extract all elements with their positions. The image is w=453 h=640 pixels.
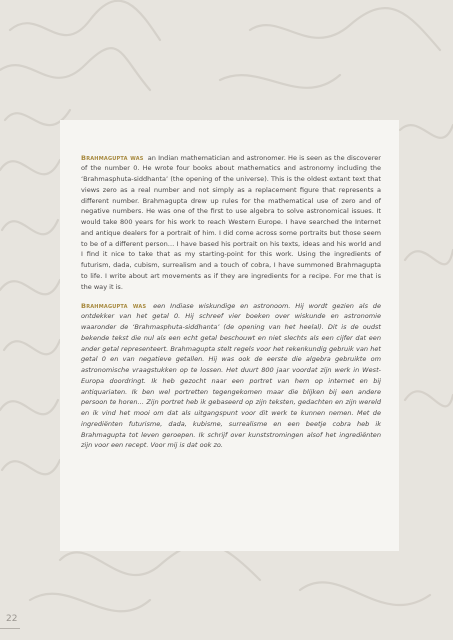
- dutch-lead: Brahmagupta was: [81, 301, 147, 310]
- page-number-rule: [0, 628, 20, 629]
- english-paragraph: [81, 153, 381, 293]
- english-body: an Indian mathematician and astronomer. He is seen as the discoverer of the number 0. He wrote four books about mathematics and astronomy including the ‘Brahmasphuta-siddhanta’ (the opening of the universe). This is the oldest extant text that views zero as a real number and not simply as a replacement figure that represents a different number. Brahmagupta drew up rules for the mathematical use of zero and of negative numbers. He was one of the first to use algebra to solve astronomical issues. It would take 800 years for his work to reach Western Europe. I have searched the Internet and antique dealers for a portrait of him. I did come across some portraits but those seem to be of a different person… I have based his portrait on his texts, ideas and his world and I find it nice to take that as my starting-point for this work. Using the ingredients of futurism, dada, cubism, surrealism and a touch of cobra, I have summoned Brahmagupta to life. I write about art movements as if they are ingredients for a recipe. For me that is the way it is.: [81, 153, 381, 291]
- english-lead: Brahmagupta was: [81, 153, 144, 162]
- dutch-body: een Indiase wiskundige en astronoom. Hij wordt gezien als de ontdekker van het getal 0. Hij schreef vier boeken over wiskunde en astronomie waaronder de ‘Brahmasphuta-siddhanta’ (de opening van het heelal). Dit is de oudst bekende tekst die nul als een echt getal beschouwt en niet slechts als een cijfer dat een ander getal representeert. Brahmagupta stelt regels voor het rekenkundig gebruik van het getal 0 en van negatieve getallen. Hij was ook de eerste die algebra gebruikte om astronomische vraagstukken op te lossen. Het duurt 800 jaar voordat zijn werk in West-Europa doordringt. Ik heb gezocht naar een portret van hem op internet en bij antiquariaten. Ik ben wel portretten tegengekomen maar die blijken bij een andere persoon te horen… Zijn portret heb ik gebaseerd op zijn teksten, gedachten en zijn wereld en ik vind het mooi om dat als uitgangspunt voor dit werk te kunnen nemen. Met de ingrediënten futurisme, dada, kubisme, surrealisme en een beetje cobra heb ik Brahmagupta tot leven geroepen. Ik schrijf over kunststromingen alsof het ingrediënten zijn voor een recept. Voor mij is dat ook zo.: [81, 301, 381, 450]
- dutch-paragraph: [81, 301, 381, 452]
- page-number: 22: [6, 614, 18, 624]
- text-panel: [60, 120, 399, 551]
